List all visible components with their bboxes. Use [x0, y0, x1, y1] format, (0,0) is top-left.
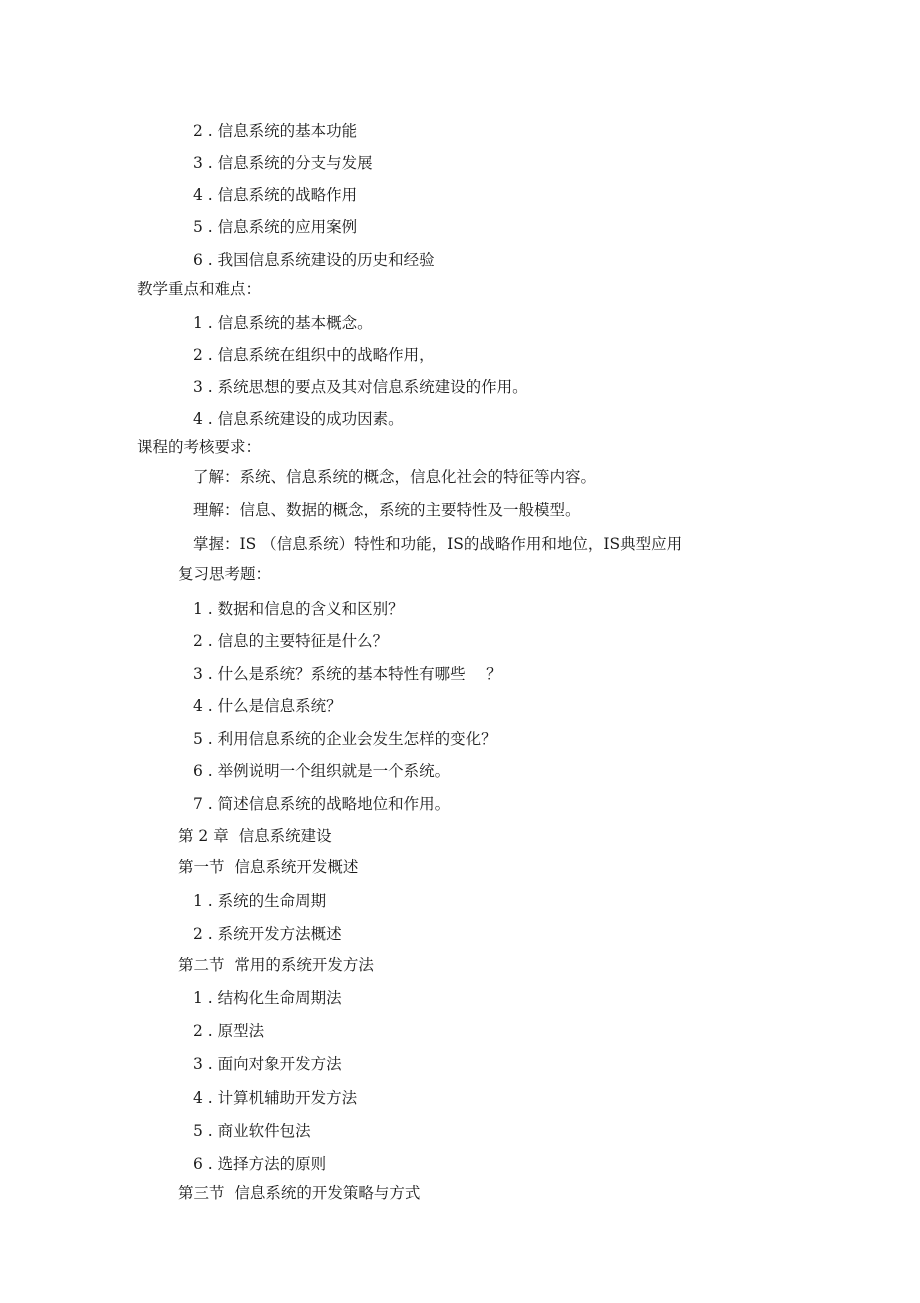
section-title: 第一节 信息系统开发概述: [178, 858, 359, 876]
list-item: 6 . 我国信息系统建设的历史和经验: [193, 251, 435, 269]
list-item: 5 . 商业软件包法: [193, 1122, 311, 1140]
key-points-heading: 教学重点和难点：: [137, 280, 262, 298]
list-item: 1 . 信息系统的基本概念。: [193, 314, 373, 332]
list-item: 2 . 信息系统的基本功能: [193, 122, 358, 140]
list-item: 6 . 选择方法的原则: [193, 1155, 327, 1173]
list-item: 4 . 信息系统的战略作用: [193, 186, 358, 204]
list-item: 4 . 什么是信息系统？: [193, 697, 342, 715]
list-item: 2 . 系统开发方法概述: [193, 925, 342, 943]
review-heading: 复习思考题：: [178, 565, 272, 583]
list-item: 3 . 什么是系统？系统的基本特性有哪些 ？: [193, 665, 502, 683]
list-item: 1 . 数据和信息的含义和区别？: [193, 600, 404, 618]
list-item: 3 . 面向对象开发方法: [193, 1055, 342, 1073]
list-item: 1 . 结构化生命周期法: [193, 989, 342, 1007]
list-item: 2 . 信息的主要特征是什么？: [193, 632, 389, 650]
assessment-comprehend: 理解：信息、数据的概念，系统的主要特性及一般模型。: [193, 501, 581, 519]
assessment-heading: 课程的考核要求：: [137, 438, 262, 456]
list-item: 5 . 利用信息系统的企业会发生怎样的变化？: [193, 730, 497, 748]
assessment-master: 掌握：IS （信息系统）特性和功能，IS的战略作用和地位，IS典型应用: [193, 535, 683, 553]
chapter-title: 第 2 章 信息系统建设: [178, 827, 332, 845]
section-title: 第二节 常用的系统开发方法: [178, 956, 374, 974]
list-item: 1 . 系统的生命周期: [193, 892, 327, 910]
list-item: 4 . 信息系统建设的成功因素。: [193, 410, 404, 428]
section-title: 第三节 信息系统的开发策略与方式: [178, 1184, 421, 1202]
list-item: 6 . 举例说明一个组织就是一个系统。: [193, 762, 451, 780]
list-item: 3 . 系统思想的要点及其对信息系统建设的作用。: [193, 378, 528, 396]
list-item: 4 . 计算机辅助开发方法: [193, 1089, 358, 1107]
list-item: 2 . 原型法: [193, 1022, 265, 1040]
list-item: 2 . 信息系统在组织中的战略作用，: [193, 346, 435, 364]
assessment-understand: 了解：系统、信息系统的概念，信息化社会的特征等内容。: [193, 468, 597, 486]
list-item: 5 . 信息系统的应用案例: [193, 218, 358, 236]
list-item: 7 . 简述信息系统的战略地位和作用。: [193, 795, 451, 813]
list-item: 3 . 信息系统的分支与发展: [193, 154, 373, 172]
